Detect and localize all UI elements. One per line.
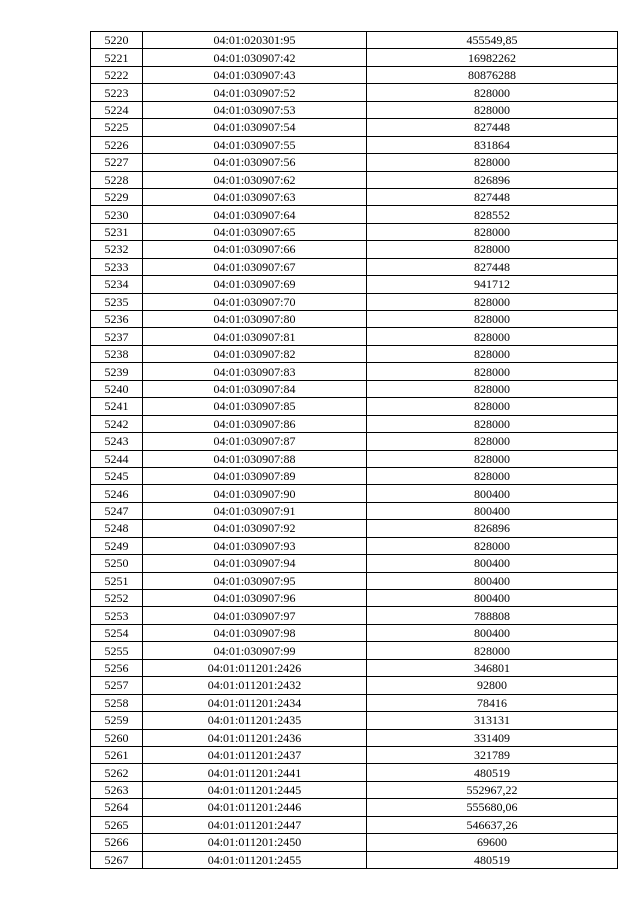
value-cell: 552967,22 [367, 781, 618, 798]
value-cell: 828000 [367, 293, 618, 310]
cadastral-number-cell: 04:01:030907:91 [143, 502, 367, 519]
cadastral-number-cell: 04:01:030907:54 [143, 119, 367, 136]
cadastral-number-cell: 04:01:011201:2426 [143, 659, 367, 676]
table-row [91, 380, 618, 397]
cadastral-number-cell: 04:01:030907:97 [143, 607, 367, 624]
table-row [91, 363, 618, 380]
table-row [91, 485, 618, 502]
value-cell: 828000 [367, 642, 618, 659]
cadastral-number-cell: 04:01:030907:93 [143, 537, 367, 554]
value-cell: 331409 [367, 729, 618, 746]
row-number-cell: 5237 [91, 328, 143, 345]
row-number-cell: 5262 [91, 764, 143, 781]
cadastral-number-cell: 04:01:030907:84 [143, 380, 367, 397]
cadastral-number-cell: 04:01:030907:96 [143, 590, 367, 607]
cadastral-number-cell: 04:01:030907:86 [143, 415, 367, 432]
row-number-cell: 5265 [91, 816, 143, 833]
row-number-cell: 5244 [91, 450, 143, 467]
value-cell: 827448 [367, 119, 618, 136]
row-number-cell: 5223 [91, 84, 143, 101]
cadastral-number-cell: 04:01:011201:2447 [143, 816, 367, 833]
cadastral-number-cell: 04:01:030907:63 [143, 188, 367, 205]
cadastral-number-cell: 04:01:030907:43 [143, 66, 367, 83]
value-cell: 828000 [367, 241, 618, 258]
table-row [91, 607, 618, 624]
cadastral-number-cell: 04:01:030907:92 [143, 520, 367, 537]
cadastral-number-cell: 04:01:030907:52 [143, 84, 367, 101]
table-row [91, 694, 618, 711]
value-cell: 828000 [367, 415, 618, 432]
table-row [91, 171, 618, 188]
cadastral-number-cell: 04:01:030907:85 [143, 398, 367, 415]
value-cell: 828000 [367, 311, 618, 328]
row-number-cell: 5246 [91, 485, 143, 502]
table-row [91, 49, 618, 66]
table-row [91, 276, 618, 293]
cadastral-number-cell: 04:01:020301:95 [143, 32, 367, 49]
value-cell: 828000 [367, 467, 618, 484]
table-row [91, 677, 618, 694]
row-number-cell: 5221 [91, 49, 143, 66]
cadastral-number-cell: 04:01:030907:55 [143, 136, 367, 153]
value-cell: 831864 [367, 136, 618, 153]
row-number-cell: 5259 [91, 712, 143, 729]
value-cell: 828000 [367, 380, 618, 397]
row-number-cell: 5224 [91, 101, 143, 118]
table-row [91, 520, 618, 537]
cadastral-number-cell: 04:01:030907:69 [143, 276, 367, 293]
cadastral-number-cell: 04:01:030907:42 [143, 49, 367, 66]
value-cell: 800400 [367, 502, 618, 519]
value-cell: 828000 [367, 101, 618, 118]
row-number-cell: 5256 [91, 659, 143, 676]
table-row [91, 433, 618, 450]
cadastral-number-cell: 04:01:030907:66 [143, 241, 367, 258]
row-number-cell: 5231 [91, 223, 143, 240]
cadastral-number-cell: 04:01:030907:82 [143, 345, 367, 362]
cadastral-number-cell: 04:01:030907:62 [143, 171, 367, 188]
row-number-cell: 5240 [91, 380, 143, 397]
table-row [91, 712, 618, 729]
value-cell: 828000 [367, 363, 618, 380]
row-number-cell: 5232 [91, 241, 143, 258]
cadastral-number-cell: 04:01:030907:99 [143, 642, 367, 659]
row-number-cell: 5233 [91, 258, 143, 275]
row-number-cell: 5226 [91, 136, 143, 153]
cadastral-number-cell: 04:01:011201:2445 [143, 781, 367, 798]
row-number-cell: 5243 [91, 433, 143, 450]
table-row [91, 450, 618, 467]
table-row [91, 188, 618, 205]
table-row [91, 642, 618, 659]
cadastral-value-table [90, 31, 618, 869]
value-cell: 828000 [367, 154, 618, 171]
value-cell: 828552 [367, 206, 618, 223]
table-row [91, 851, 618, 868]
cadastral-number-cell: 04:01:030907:56 [143, 154, 367, 171]
cadastral-number-cell: 04:01:030907:87 [143, 433, 367, 450]
value-cell: 827448 [367, 258, 618, 275]
row-number-cell: 5236 [91, 311, 143, 328]
value-cell: 346801 [367, 659, 618, 676]
table-row [91, 345, 618, 362]
value-cell: 800400 [367, 485, 618, 502]
table-row [91, 537, 618, 554]
cadastral-number-cell: 04:01:030907:80 [143, 311, 367, 328]
table-row [91, 467, 618, 484]
row-number-cell: 5239 [91, 363, 143, 380]
table-row [91, 415, 618, 432]
value-cell: 321789 [367, 746, 618, 763]
cadastral-number-cell: 04:01:030907:65 [143, 223, 367, 240]
row-number-cell: 5225 [91, 119, 143, 136]
row-number-cell: 5234 [91, 276, 143, 293]
value-cell: 800400 [367, 555, 618, 572]
value-cell: 828000 [367, 223, 618, 240]
cadastral-number-cell: 04:01:011201:2450 [143, 834, 367, 851]
value-cell: 555680,06 [367, 799, 618, 816]
table-row [91, 502, 618, 519]
row-number-cell: 5220 [91, 32, 143, 49]
table-row [91, 746, 618, 763]
value-cell: 788808 [367, 607, 618, 624]
cadastral-number-cell: 04:01:011201:2434 [143, 694, 367, 711]
table-row [91, 293, 618, 310]
row-number-cell: 5228 [91, 171, 143, 188]
row-number-cell: 5235 [91, 293, 143, 310]
cadastral-number-cell: 04:01:030907:90 [143, 485, 367, 502]
table-row [91, 32, 618, 49]
row-number-cell: 5245 [91, 467, 143, 484]
row-number-cell: 5266 [91, 834, 143, 851]
row-number-cell: 5252 [91, 590, 143, 607]
row-number-cell: 5253 [91, 607, 143, 624]
table-row [91, 328, 618, 345]
table-row [91, 136, 618, 153]
value-cell: 69600 [367, 834, 618, 851]
cadastral-number-cell: 04:01:011201:2436 [143, 729, 367, 746]
cadastral-number-cell: 04:01:030907:98 [143, 624, 367, 641]
row-number-cell: 5249 [91, 537, 143, 554]
value-cell: 828000 [367, 84, 618, 101]
table-row [91, 119, 618, 136]
table-row [91, 781, 618, 798]
row-number-cell: 5248 [91, 520, 143, 537]
cadastral-number-cell: 04:01:030907:94 [143, 555, 367, 572]
value-cell: 546637,26 [367, 816, 618, 833]
row-number-cell: 5261 [91, 746, 143, 763]
table-row [91, 624, 618, 641]
value-cell: 828000 [367, 398, 618, 415]
row-number-cell: 5257 [91, 677, 143, 694]
table-row [91, 206, 618, 223]
value-cell: 827448 [367, 188, 618, 205]
cadastral-number-cell: 04:01:030907:88 [143, 450, 367, 467]
value-cell: 80876288 [367, 66, 618, 83]
row-number-cell: 5254 [91, 624, 143, 641]
table-row [91, 816, 618, 833]
value-cell: 828000 [367, 537, 618, 554]
table-row [91, 555, 618, 572]
row-number-cell: 5227 [91, 154, 143, 171]
row-number-cell: 5250 [91, 555, 143, 572]
value-cell: 92800 [367, 677, 618, 694]
table-row [91, 764, 618, 781]
row-number-cell: 5230 [91, 206, 143, 223]
value-cell: 826896 [367, 520, 618, 537]
table-row [91, 101, 618, 118]
table-row [91, 258, 618, 275]
row-number-cell: 5229 [91, 188, 143, 205]
value-cell: 800400 [367, 624, 618, 641]
table-row [91, 241, 618, 258]
cadastral-number-cell: 04:01:030907:89 [143, 467, 367, 484]
cadastral-number-cell: 04:01:030907:64 [143, 206, 367, 223]
cadastral-number-cell: 04:01:030907:67 [143, 258, 367, 275]
table-body [91, 32, 618, 869]
table-row [91, 590, 618, 607]
cadastral-number-cell: 04:01:030907:53 [143, 101, 367, 118]
table-row [91, 659, 618, 676]
value-cell: 828000 [367, 345, 618, 362]
row-number-cell: 5242 [91, 415, 143, 432]
value-cell: 828000 [367, 433, 618, 450]
value-cell: 480519 [367, 851, 618, 868]
value-cell: 16982262 [367, 49, 618, 66]
table-row [91, 223, 618, 240]
table-row [91, 84, 618, 101]
row-number-cell: 5260 [91, 729, 143, 746]
cadastral-number-cell: 04:01:011201:2432 [143, 677, 367, 694]
table-row [91, 799, 618, 816]
cadastral-number-cell: 04:01:011201:2441 [143, 764, 367, 781]
value-cell: 828000 [367, 328, 618, 345]
table-row [91, 66, 618, 83]
row-number-cell: 5238 [91, 345, 143, 362]
value-cell: 800400 [367, 572, 618, 589]
row-number-cell: 5222 [91, 66, 143, 83]
cadastral-number-cell: 04:01:011201:2435 [143, 712, 367, 729]
value-cell: 826896 [367, 171, 618, 188]
table-row [91, 398, 618, 415]
cadastral-number-cell: 04:01:011201:2455 [143, 851, 367, 868]
row-number-cell: 5258 [91, 694, 143, 711]
row-number-cell: 5255 [91, 642, 143, 659]
value-cell: 313131 [367, 712, 618, 729]
table-row [91, 311, 618, 328]
value-cell: 455549,85 [367, 32, 618, 49]
value-cell: 480519 [367, 764, 618, 781]
row-number-cell: 5241 [91, 398, 143, 415]
value-cell: 828000 [367, 450, 618, 467]
value-cell: 941712 [367, 276, 618, 293]
row-number-cell: 5267 [91, 851, 143, 868]
cadastral-number-cell: 04:01:011201:2446 [143, 799, 367, 816]
table-row [91, 729, 618, 746]
row-number-cell: 5264 [91, 799, 143, 816]
table-row [91, 572, 618, 589]
row-number-cell: 5251 [91, 572, 143, 589]
value-cell: 78416 [367, 694, 618, 711]
cadastral-number-cell: 04:01:011201:2437 [143, 746, 367, 763]
value-cell: 800400 [367, 590, 618, 607]
cadastral-number-cell: 04:01:030907:95 [143, 572, 367, 589]
row-number-cell: 5247 [91, 502, 143, 519]
table-row [91, 834, 618, 851]
table-row [91, 154, 618, 171]
cadastral-number-cell: 04:01:030907:81 [143, 328, 367, 345]
cadastral-number-cell: 04:01:030907:70 [143, 293, 367, 310]
cadastral-number-cell: 04:01:030907:83 [143, 363, 367, 380]
row-number-cell: 5263 [91, 781, 143, 798]
